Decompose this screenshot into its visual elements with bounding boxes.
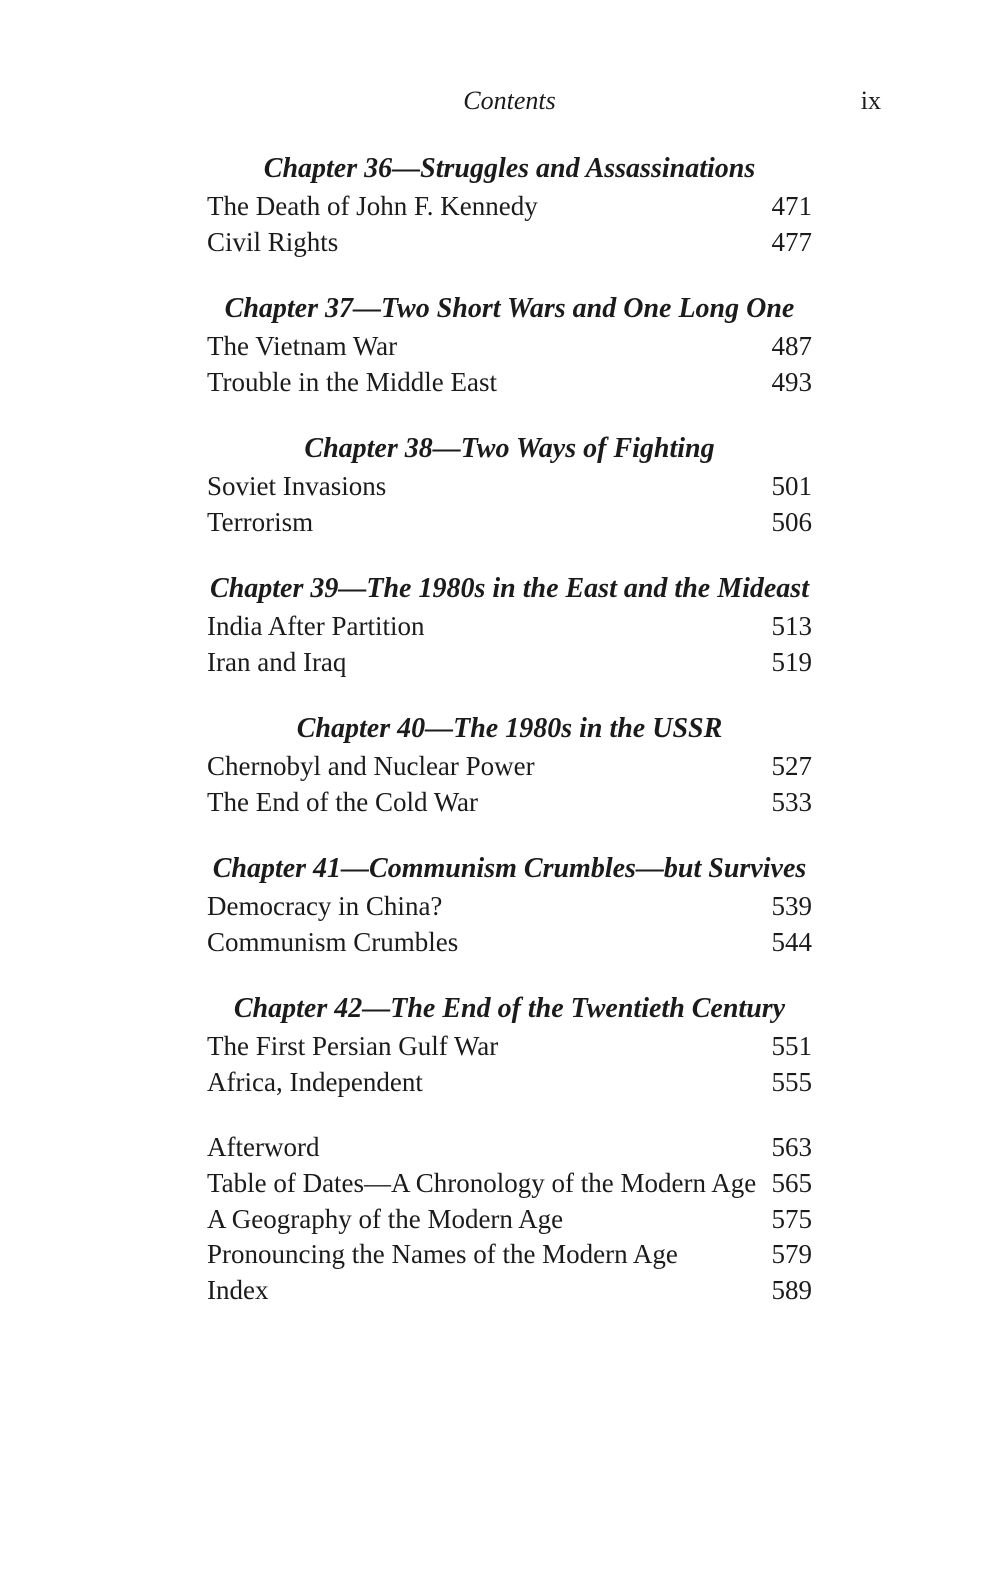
toc-entry-title: Communism Crumbles	[207, 926, 459, 957]
toc-entry-title: Civil Rights	[207, 226, 339, 257]
toc-entry-page-number: 544	[771, 926, 812, 957]
back-matter-list	[207, 1130, 812, 1309]
toc-section	[207, 990, 812, 1100]
page-title: Contents	[463, 86, 556, 115]
toc-section	[207, 150, 812, 260]
toc-entry	[207, 609, 812, 645]
toc-entry-title: Trouble in the Middle East	[207, 366, 497, 397]
toc-entry-title: Soviet Invasions	[207, 471, 387, 501]
toc-entry-page-number: 527	[771, 751, 812, 781]
toc-entry	[207, 1273, 812, 1309]
toc-section	[207, 850, 812, 960]
running-header	[207, 86, 881, 120]
toc-entry	[207, 1202, 812, 1238]
toc-section	[207, 710, 812, 820]
toc-entry	[207, 889, 812, 925]
toc-entry	[207, 645, 812, 681]
toc-entry-page-number: 493	[771, 366, 812, 397]
toc-entry-title: Iran and Iraq	[207, 646, 347, 677]
toc-section	[207, 430, 812, 540]
toc-entry	[207, 225, 812, 261]
toc-entry-page-number: 551	[771, 1031, 812, 1061]
toc-entry	[207, 329, 812, 365]
toc-entry	[207, 1166, 812, 1202]
toc-entry-title: Afterword	[207, 1132, 320, 1162]
toc-entry	[207, 749, 812, 785]
chapter-heading: Chapter 39—The 1980s in the East and the Mideast	[210, 573, 809, 604]
toc-entry	[207, 1237, 812, 1273]
toc-entry	[207, 469, 812, 505]
toc-entry	[207, 505, 812, 541]
toc-entry-title: The Death of John F. Kennedy	[207, 191, 538, 221]
toc-entry-title: The Vietnam War	[207, 331, 398, 361]
chapter-heading: Chapter 41—Communism Crumbles—but Survives	[212, 853, 807, 884]
toc-entry-title: Pronouncing the Names of the Modern Age	[207, 1239, 678, 1270]
toc-entry-page-number: 565	[771, 1167, 812, 1198]
toc-entry	[207, 189, 812, 225]
toc-entry-page-number: 589	[771, 1275, 812, 1306]
toc-entry-page-number: 563	[771, 1132, 812, 1162]
toc-entry-page-number: 519	[771, 646, 812, 677]
chapter-heading: Chapter 37—Two Short Wars and One Long One	[224, 293, 795, 324]
chapter-heading: Chapter 40—The 1980s in the USSR	[296, 713, 723, 744]
toc-entry-page-number: 471	[771, 191, 812, 221]
toc-section	[207, 290, 812, 400]
toc-entry-title: Terrorism	[207, 506, 314, 537]
toc-entry-page-number: 555	[771, 1066, 812, 1097]
toc-entry-page-number: 575	[771, 1203, 812, 1234]
toc-entry-page-number: 506	[771, 506, 812, 537]
toc-entry	[207, 785, 812, 821]
chapter-heading: Chapter 38—Two Ways of Fighting	[304, 433, 715, 464]
toc-entry-page-number: 487	[771, 331, 812, 361]
toc-entry-page-number: 513	[771, 611, 812, 641]
table-of-contents	[207, 150, 812, 1309]
toc-entry	[207, 1029, 812, 1065]
chapter-heading: Chapter 36—Struggles and Assassinations	[263, 153, 756, 184]
toc-entry-title: India After Partition	[207, 611, 425, 641]
chapter-heading: Chapter 42—The End of the Twentieth Century	[233, 993, 786, 1024]
toc-entry-title: Table of Dates—A Chronology of the Modern Age	[207, 1167, 757, 1198]
toc-entry-page-number: 477	[771, 226, 812, 257]
toc-section	[207, 570, 812, 680]
toc-entry-title: Africa, Independent	[207, 1066, 423, 1097]
toc-entry	[207, 925, 812, 961]
toc-entry	[207, 1130, 812, 1166]
toc-entry-page-number: 579	[771, 1239, 812, 1270]
toc-entry	[207, 365, 812, 401]
toc-entry-title: Index	[207, 1275, 269, 1306]
toc-entry-page-number: 501	[771, 471, 812, 501]
folio-page-number: ix	[860, 86, 881, 115]
toc-entry-page-number: 539	[771, 891, 812, 921]
toc-entry-title: A Geography of the Modern Age	[207, 1203, 564, 1234]
toc-entry-page-number: 533	[771, 786, 812, 817]
toc-entry-title: The First Persian Gulf War	[207, 1031, 499, 1061]
toc-entry-title: The End of the Cold War	[207, 786, 479, 817]
toc-entry	[207, 1065, 812, 1101]
toc-entry-title: Chernobyl and Nuclear Power	[207, 751, 535, 781]
toc-entry-title: Democracy in China?	[207, 891, 443, 921]
